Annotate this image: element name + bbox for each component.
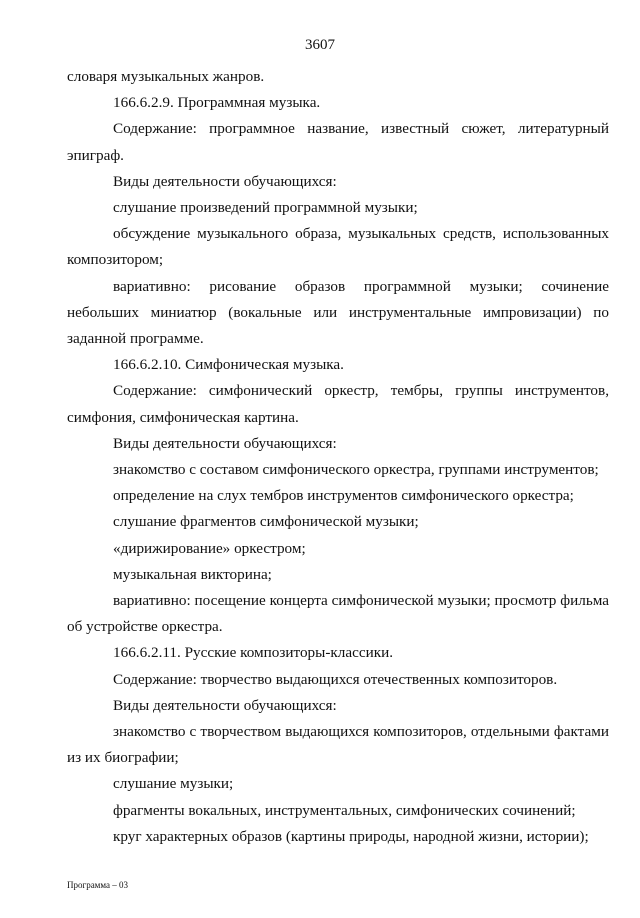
section-heading: 166.6.2.10. Симфоническая музыка. — [113, 356, 344, 374]
paragraph: Виды деятельности обучающихся: — [113, 172, 337, 190]
paragraph: обсуждение музыкального образа, музыкальных средств, использованных композитором; — [67, 225, 609, 269]
page-footer: Программа – 03 — [67, 880, 129, 890]
paragraph: словаря музыкальных жанров. — [67, 68, 265, 85]
paragraph: вариативно: рисование образов программной музыки; сочинение небольших миниатюр (вокальные или инструментальные импровизации) по заданной программе. — [67, 277, 609, 348]
paragraph: знакомство с составом симфонического оркестра, группами инструментов; — [113, 461, 599, 479]
paragraph: Виды деятельности обучающихся: — [113, 696, 337, 714]
paragraph: слушание произведений программной музыки; — [113, 199, 418, 217]
paragraph: Содержание: программное название, известный сюжет, литературный эпиграф. — [67, 120, 609, 164]
paragraph: слушание музыки; — [113, 775, 234, 793]
paragraph: круг характерных образов (картины природы, народной жизни, истории); — [113, 827, 589, 845]
page-number: 3607 — [305, 37, 335, 53]
paragraph: музыкальная викторина; — [113, 565, 272, 583]
document-body — [67, 64, 609, 850]
paragraph: фрагменты вокальных, инструментальных, симфонических сочинений; — [113, 801, 576, 819]
paragraph: Содержание: творчество выдающихся отечественных композиторов. — [113, 670, 558, 688]
paragraph: вариативно: посещение концерта симфонической музыки; просмотр фильма об устройстве оркестра. — [67, 592, 609, 636]
paragraph: знакомство с творчеством выдающихся композиторов, отдельными фактами из их биографии; — [67, 723, 609, 767]
section-heading: 166.6.2.11. Русские композиторы-классики. — [113, 644, 394, 662]
paragraph: Содержание: симфонический оркестр, тембры, группы инструментов, симфония, симфоническая картина. — [67, 382, 609, 426]
paragraph: слушание фрагментов симфонической музыки; — [113, 513, 419, 531]
section-heading: 166.6.2.9. Программная музыка. — [113, 94, 321, 112]
paragraph: определение на слух тембров инструментов симфонического оркестра; — [113, 487, 574, 505]
paragraph: «дирижирование» оркестром; — [113, 539, 306, 557]
paragraph: Виды деятельности обучающихся: — [113, 434, 337, 452]
